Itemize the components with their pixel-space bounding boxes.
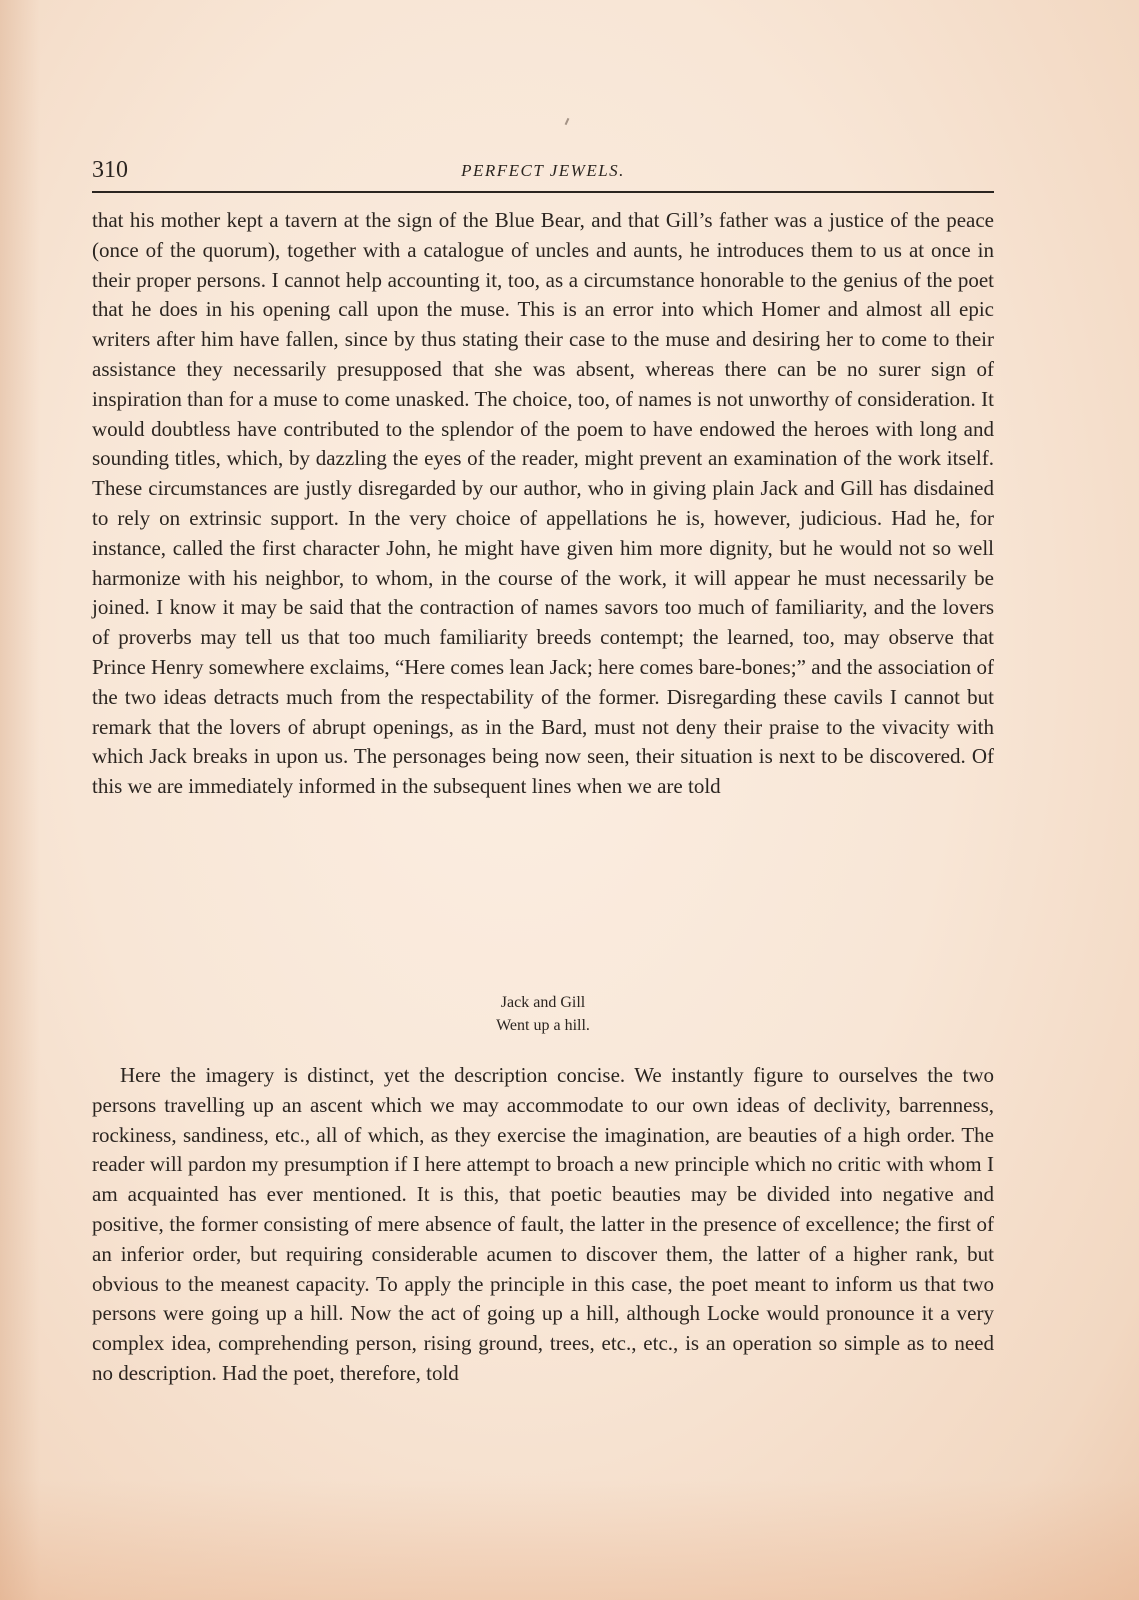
verse-line: Went up a hill.	[496, 1017, 590, 1034]
body-paragraph-1: that his mother kept a tavern at the sign of the Blue Bear, and that Gill’s father was a justice of the peace (once of the quorum), together with a catalogue of uncles and aunts, he introduces them to us at once in their proper persons. I cannot help accounting it, too, as a circumstance honorable to the genius of the poet that he does in his opening call upon the muse. This is an error into which Homer and almost all epic writers after him have fallen, since by thus stating their case to the muse and desiring her to come to their assistance they necessarily presupposed that she was absent, whereas there can be no surer sign of inspiration than for a muse to come unasked. The choice, too, of names is not unworthy of consideration. It would doubtless have contributed to the splendor of the poem to have endowed the heroes with long and sounding titles, which, by dazzling the eyes of the reader, might prevent an examination of the work itself. These circumstances are justly disregarded by our author, who in giving plain Jack and Gill has disdained to rely on extrinsic support. In the very choice of appellations he is, however, judicious. Had he, for instance, called the first character John, he might have given him more dignity, but he would not so well harmonize with his neighbor, to whom, in the course of the work, it will appear he must necessarily be joined. I know it may be said that the contraction of names savors too much of familiarity, and the lovers of proverbs may tell us that too much familiarity breeds contempt; the learned, too, may observe that Prince Henry somewhere exclaims, “Here comes lean Jack; here comes bare-bones;” and the association of the two ideas detracts much from the respectability of the former. Disregarding these cavils I cannot but remark that the lovers of abrupt openings, as in the Bard, must not deny their praise to the vivacity with which Jack breaks in upon us. The personages being now seen, their situation is next to be discovered. Of this we are immediately informed in the subsequent lines when we are told	[92, 208, 994, 799]
paper-speck	[565, 118, 570, 125]
verse-quote	[92, 991, 994, 1037]
page-number: 310	[92, 157, 128, 183]
page-edge-shading	[0, 0, 40, 1600]
header-rule	[92, 191, 994, 193]
page-bottom-shading	[0, 1480, 1139, 1600]
page-header	[92, 157, 994, 191]
verse-line: Jack and Gill	[500, 994, 586, 1011]
body-paragraph-2: Here the imagery is distinct, yet the description concise. We instantly figure to ourselves the two persons travelling up an ascent which we may accommodate to our own ideas of declivity, barrenness, rockiness, sandiness, etc., all of which, as they exercise the imagination, are beauties of a high order. The reader will pardon my presumption if I here attempt to broach a new principle which no critic with whom I am acquainted has ever mentioned. It is this, that poetic beauties may be divided into negative and positive, the former consisting of mere absence of fault, the latter in the presence of excellence; the first of an inferior order, but requiring considerable acumen to discover them, the latter of a higher rank, but obvious to the meanest capacity. To apply the principle in this case, the poet meant to inform us that two persons were going up a hill. Now the act of going up a hill, although Locke would pronounce it a very complex idea, comprehending person, rising ground, trees, etc., etc., is an operation so simple as to need no description. Had the poet, therefore, told	[92, 1063, 994, 1385]
running-title: PERFECT JEWELS.	[461, 161, 625, 180]
